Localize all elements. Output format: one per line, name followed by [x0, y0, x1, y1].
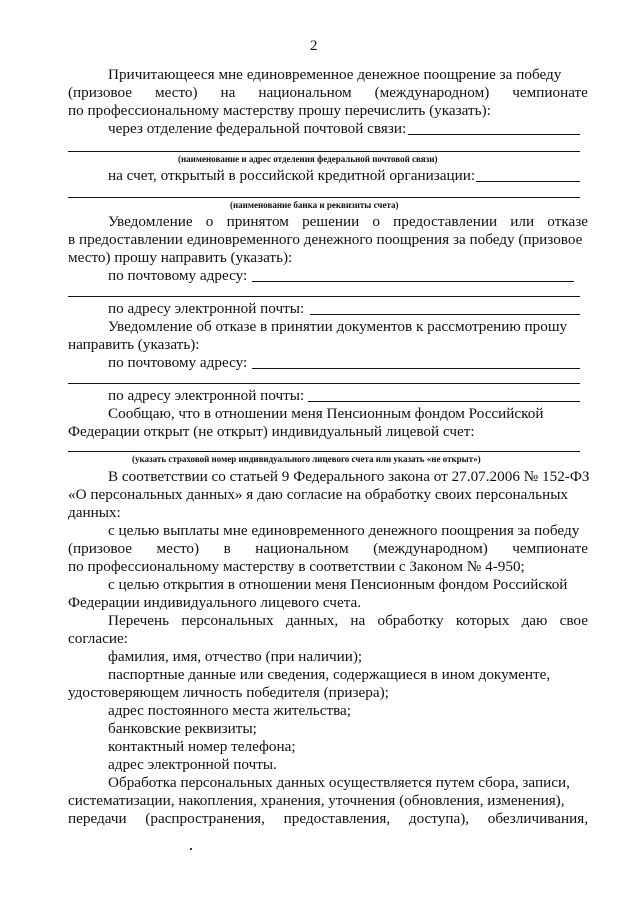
text-line: с целью выплаты мне единовременного денежного поощрения за победу — [108, 522, 580, 539]
word: (призовое — [68, 540, 132, 557]
word: в — [223, 540, 231, 557]
justified-line — [68, 540, 588, 558]
word: персональных — [181, 612, 274, 629]
page-number: 2 — [310, 38, 318, 54]
caption-bank: (наименование банка и реквизиты счета) — [230, 200, 399, 210]
text-line: Федерации открыт (не открыт) индивидуальный лицевой счет: — [68, 423, 475, 440]
notify-postal-field-continued[interactable] — [68, 296, 580, 297]
word: отказе — [547, 213, 588, 230]
word: принятом — [226, 213, 289, 230]
justified-line — [68, 810, 588, 828]
word: место) — [156, 540, 200, 557]
refusal-postal-field-continued[interactable] — [68, 383, 580, 384]
word: предоставления, — [283, 810, 391, 827]
list-item-continued: удостоверяющем личность победителя (призера); — [68, 684, 389, 701]
text-line: данных: — [68, 504, 121, 521]
text-line: Уведомление об отказе в принятии документов к рассмотрению прошу — [108, 318, 568, 335]
word: (распространения, — [145, 810, 265, 827]
list-item: адрес постоянного места жительства; — [108, 702, 352, 719]
text-line: через отделение федеральной почтовой связи: — [108, 120, 407, 137]
text-line: Сообщаю, что в отношении меня Пенсионным фондом Российской — [108, 405, 544, 422]
word: о — [372, 213, 380, 230]
word: данных, — [285, 612, 339, 629]
word: предоставлении — [393, 213, 498, 230]
list-item: контактный номер телефона; — [108, 738, 296, 755]
word: место) — [154, 84, 198, 101]
refusal-email-field[interactable] — [308, 401, 580, 402]
text-line: систематизации, накопления, хранения, уточнения (обновления, изменения), — [68, 792, 565, 809]
text-line: направить (указать): — [68, 336, 200, 353]
text-line: В соответствии со статьей 9 Федерального закона от 27.07.2006 № 152-ФЗ — [108, 468, 590, 485]
caption-snils: (указать страховой номер индивидуального лицевого счета или указать «не открыт») — [132, 454, 481, 464]
word: (международном) — [374, 84, 490, 101]
list-item: адрес электронной почты. — [108, 756, 277, 773]
text-line: по почтовому адресу: — [108, 267, 248, 284]
word: чемпионате — [512, 540, 588, 557]
word: национальном — [255, 540, 349, 557]
text-line: по профессиональному мастерству в соответствии с Законом № 4-950; — [68, 558, 525, 575]
word: (призовое — [68, 84, 132, 101]
list-item: паспортные данные или сведения, содержащиеся в ином документе, — [108, 666, 551, 683]
bank-field[interactable] — [476, 181, 580, 182]
word: которых — [455, 612, 510, 629]
word: о — [205, 213, 214, 230]
word: свое — [559, 612, 588, 629]
notify-postal-field[interactable] — [252, 281, 574, 282]
word: или — [510, 213, 535, 230]
notify-email-field[interactable] — [310, 314, 580, 315]
postal-office-field-continued[interactable] — [68, 151, 580, 152]
text-line: по адресу электронной почты: — [108, 300, 305, 317]
text-line: в предоставлении единовременного денежного поощрения за победу (призовое — [68, 231, 583, 248]
justified-line — [108, 612, 588, 630]
word: на — [220, 84, 236, 101]
text-line: Причитающееся мне единовременное денежное поощрение за победу — [108, 66, 562, 83]
text-line: согласие: — [68, 630, 128, 647]
word: доступа), — [408, 810, 470, 827]
bank-field-continued[interactable] — [68, 197, 580, 198]
word: даю — [521, 612, 548, 629]
refusal-postal-field[interactable] — [252, 368, 580, 369]
word: национальном — [258, 84, 352, 101]
list-item: фамилия, имя, отчество (при наличии); — [108, 648, 363, 665]
list-item: банковские реквизиты; — [108, 720, 257, 737]
text-line: «О персональных данных» я даю согласие на обработку своих персональных — [68, 486, 568, 503]
word: решении — [302, 213, 360, 230]
text-line: Обработка персональных данных осуществляется путем сбора, записи, — [108, 774, 570, 791]
text-line: на счет, открытый в российской кредитной организации: — [108, 167, 476, 184]
justified-line — [68, 84, 588, 102]
word: Уведомление — [108, 213, 193, 230]
text-line: по профессиональному мастерству прошу перечислить (указать): — [68, 102, 491, 119]
word: обработку — [377, 612, 444, 629]
word: Перечень — [108, 612, 170, 629]
text-line: Федерации индивидуального лицевого счета. — [68, 594, 362, 611]
word: чемпионате — [512, 84, 588, 101]
word: передачи — [68, 810, 127, 827]
justified-line — [108, 213, 588, 231]
caption-postal-office: (наименование и адрес отделения федеральной почтовой связи) — [178, 154, 438, 164]
word: (международном) — [373, 540, 488, 557]
text-line: по адресу электронной почты: — [108, 387, 305, 404]
word: на — [350, 612, 366, 629]
snils-field[interactable] — [68, 451, 580, 452]
text-line: место) прошу направить (указать): — [68, 249, 293, 266]
scan-speck — [190, 848, 192, 850]
postal-office-field[interactable] — [408, 134, 580, 135]
text-line: по почтовому адресу: — [108, 354, 248, 371]
text-line: с целью открытия в отношении меня Пенсионным фондом Российской — [108, 576, 568, 593]
word: обезличивания, — [487, 810, 588, 827]
